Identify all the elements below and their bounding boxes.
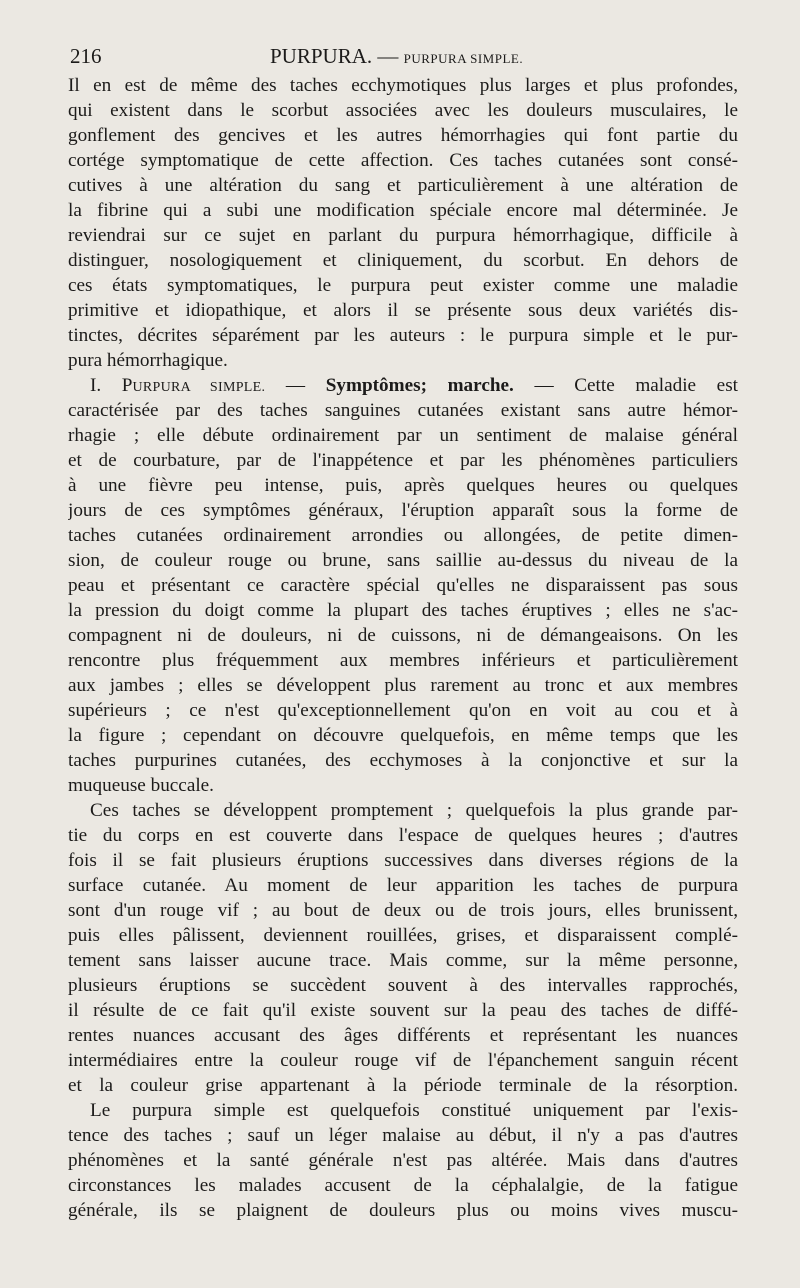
text-line: Il en est de même des taches ecchymotiques plus larges et plus profondes, <box>68 75 738 96</box>
text-line: taches purpurines cutanées, des ecchymoses à la conjonctive et sur la <box>68 750 738 771</box>
text-line: supérieurs ; ce n'est qu'exceptionnellement qu'on en voit au cou et à <box>68 700 738 721</box>
text-line: tinctes, décrites séparément par les auteurs : le purpura simple et le pur- <box>68 325 738 346</box>
paragraph-1 <box>68 73 738 373</box>
text-line: cutives à une altération du sang et particulièrement à une altération de <box>68 175 738 196</box>
paragraph-3 <box>68 1098 738 1223</box>
running-title-main: PURPURA. <box>270 44 373 68</box>
text-line: puis elles pâlissent, deviennent rouillées, grises, et disparaissent complé- <box>68 925 738 946</box>
text-line: qui existent dans le scorbut associées avec les douleurs musculaires, le <box>68 100 738 121</box>
paragraph-2 <box>68 798 738 1098</box>
running-title-sub: PURPURA SIMPLE. <box>403 51 524 66</box>
running-title <box>270 44 523 69</box>
section-number: I. <box>90 375 102 396</box>
text-line: la figure ; cependant on découvre quelquefois, en même temps que les <box>68 725 738 746</box>
text-line: jours de ces symptômes généraux, l'éruption apparaît sous la forme de <box>68 500 738 521</box>
text-line: sont d'un rouge vif ; au bout de deux ou de trois jours, elles brunissent, <box>68 900 738 921</box>
text-line: générale, ils se plaignent de douleurs plus ou moins vives muscu- <box>68 1200 738 1221</box>
text-line: primitive et idiopathique, et alors il se présente sous deux variétés dis- <box>68 300 738 321</box>
text-line: tement sans laisser aucune trace. Mais comme, sur la même personne, <box>68 950 738 971</box>
section-purpura-simple <box>68 373 738 798</box>
text-line: gonflement des gencives et les autres hémorrhagies qui font partie du <box>68 125 738 146</box>
page-number: 216 <box>70 44 102 68</box>
body-text <box>68 73 738 1223</box>
text-line: aux jambes ; elles se développent plus rarement au tronc et aux membres <box>68 675 738 696</box>
text-line: distinguer, nosologiquement et cliniquement, du scorbut. En dehors de <box>68 250 738 271</box>
running-title-dash: — <box>377 44 399 68</box>
text-line: muqueuse buccale. <box>68 775 214 796</box>
text-line: phénomènes et la santé générale n'est pas altérée. Mais dans d'autres <box>68 1150 738 1171</box>
text-line: tie du corps en est couverte dans l'espace de quelques heures ; d'autres <box>68 825 738 846</box>
text-line: compagnent ni de douleurs, ni de cuissons, ni de démangeaisons. On les <box>68 625 738 646</box>
section-heading-line <box>68 373 738 398</box>
section-name-cap: P <box>121 375 133 396</box>
text-line: rencontre plus fréquemment aux membres inférieurs et particulièrement <box>68 650 738 671</box>
text-line: rhagie ; elle débute ordinairement par un sentiment de malaise général <box>68 425 738 446</box>
text-line: circonstances les malades accusent de la céphalalgie, de la fatigue <box>68 1175 738 1196</box>
text-line: cortége symptomatique de cette affection. Ces taches cutanées sont consé- <box>68 150 738 171</box>
section-first-line-tail: — Cette maladie est <box>534 375 738 396</box>
section-dash: — <box>285 375 306 396</box>
text-line: intermédiaires entre la couleur rouge vif de l'épanchement sanguin récent <box>68 1050 738 1071</box>
text-line: sion, de couleur rouge ou brune, sans saillie au-dessus du niveau de la <box>68 550 738 571</box>
text-line: la pression du doigt comme la plupart des taches éruptives ; elles ne s'ac- <box>68 600 738 621</box>
text-line: peau et présentant ce caractère spécial qu'elles ne disparaissent pas sous <box>68 575 738 596</box>
section-heading: Symptômes; marche. <box>325 375 514 396</box>
text-line: pura hémorrhagique. <box>68 350 228 371</box>
text-line: plusieurs éruptions se succèdent souvent à des intervalles rapprochés, <box>68 975 738 996</box>
text-line: taches cutanées ordinairement arrondies ou allongées, de petite dimen- <box>68 525 738 546</box>
text-line: ces états symptomatiques, le purpura peut exister comme une maladie <box>68 275 738 296</box>
text-line: Ces taches se développent promptement ; quelquefois la plus grande par- <box>90 800 738 821</box>
text-line: reviendrai sur ce sujet en parlant du purpura hémorrhagique, difficile à <box>68 225 738 246</box>
text-line: et de courbature, par de l'inappétence et par les phénomènes particuliers <box>68 450 738 471</box>
text-line: rentes nuances accusant des âges différents et représentant les nuances <box>68 1025 738 1046</box>
text-line: et la couleur grise appartenant à la période terminale de la résorption. <box>68 1075 738 1096</box>
section-name: URPURA SIMPLE. <box>132 380 266 395</box>
text-line: tence des taches ; sauf un léger malaise au début, il n'y a pas d'autres <box>68 1125 738 1146</box>
text-line: à une fièvre peu intense, puis, après quelques heures ou quelques <box>68 475 738 496</box>
text-line: la fibrine qui a subi une modification spéciale encore mal déterminée. Je <box>68 200 738 221</box>
text-line: caractérisée par des taches sanguines cutanées existant sans autre hémor- <box>68 400 738 421</box>
running-header <box>70 44 740 70</box>
text-line: surface cutanée. Au moment de leur apparition les taches de purpura <box>68 875 738 896</box>
text-line: fois il se fait plusieurs éruptions successives dans diverses régions de la <box>68 850 738 871</box>
text-line: il résulte de ce fait qu'il existe souvent sur la peau des taches de diffé- <box>68 1000 738 1021</box>
text-line: Le purpura simple est quelquefois constitué uniquement par l'exis- <box>90 1100 738 1121</box>
